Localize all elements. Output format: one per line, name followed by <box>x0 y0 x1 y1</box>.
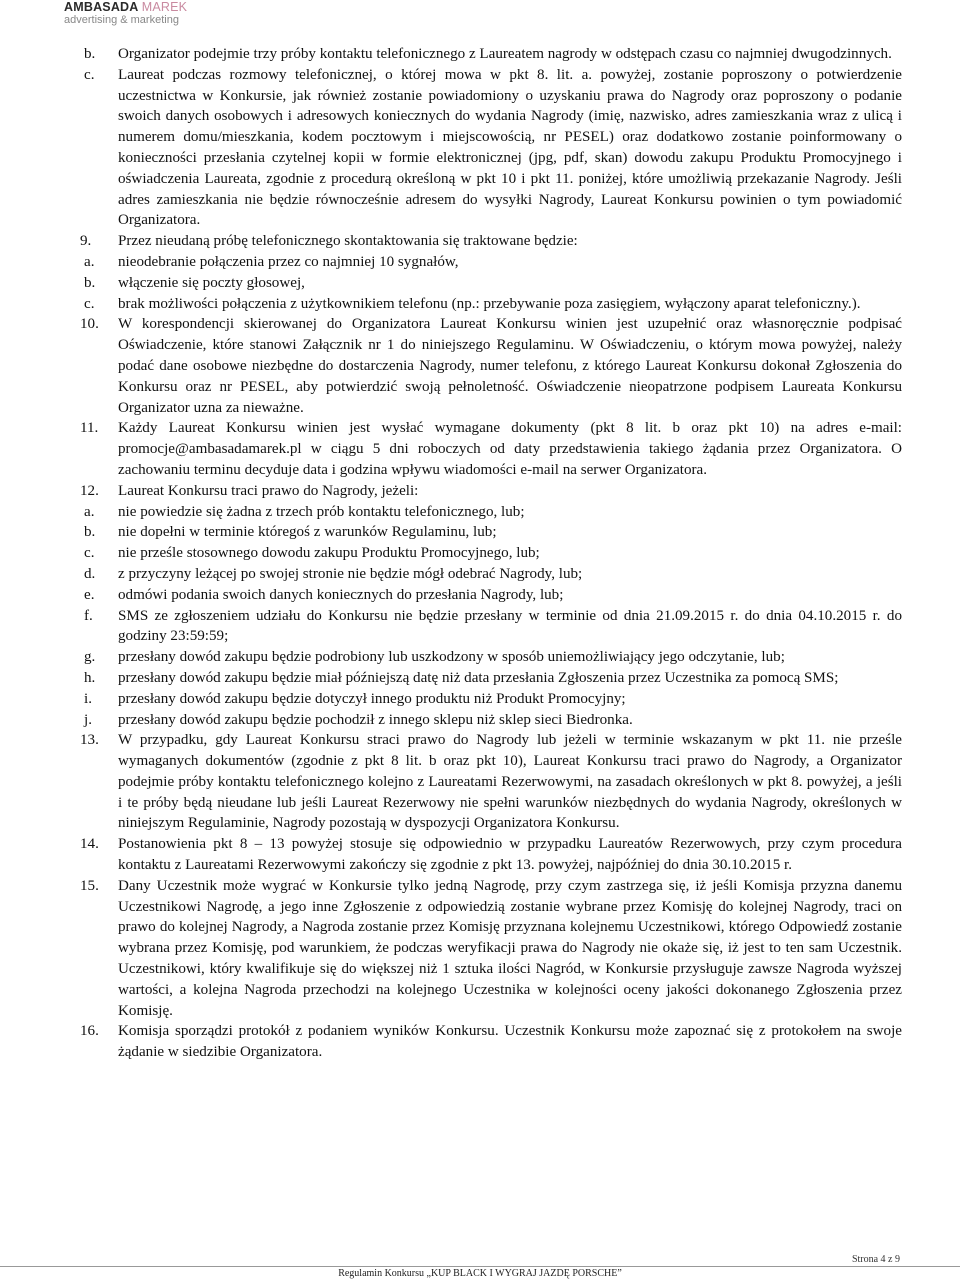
list-subitem <box>80 585 902 606</box>
item-label: a. <box>84 503 95 520</box>
item-text: przesłany dowód zakupu będzie pochodził z innego sklepu niż sklep sieci Biedronka. <box>118 711 633 728</box>
item-text: Przez nieudaną próbę telefonicznego skontaktowania się traktowane będzie: <box>118 233 578 250</box>
logo-wordmark <box>64 0 188 14</box>
item-text: włączenie się poczty głosowej, <box>118 274 305 291</box>
item-text: przesłany dowód zakupu będzie dotyczył innego produktu niż Produkt Promocyjny; <box>118 690 626 707</box>
item-label: b. <box>84 46 96 62</box>
list-item <box>80 834 902 876</box>
item-label: 16. <box>80 1023 99 1040</box>
document-body <box>80 44 902 1063</box>
item-label: b. <box>84 524 96 541</box>
list-subitem <box>80 668 902 689</box>
item-text: Organizator podejmie trzy próby kontaktu telefonicznego z Laureatem nagrody w odstępach czasu co najmniej dwugodzinnych. <box>118 46 892 62</box>
page-number: Strona 4 z 9 <box>851 1254 900 1265</box>
logo-brand: AMBASADA <box>64 0 139 14</box>
item-label: a. <box>84 253 95 270</box>
list-subitem <box>80 502 902 523</box>
list-subitem <box>80 65 902 231</box>
item-text: z przyczyny leżącej po swojej stronie nie będzie mógł odebrać Nagrody, lub; <box>118 565 583 582</box>
item-text: Laureat Konkursu traci prawo do Nagrody, jeżeli: <box>118 482 419 499</box>
item-text: nie powiedzie się żadna z trzech prób kontaktu telefonicznego, lub; <box>118 503 525 520</box>
list-item <box>80 418 902 480</box>
item-label: j. <box>84 711 92 728</box>
logo-brand-accent: MAREK <box>141 0 188 14</box>
logo-tagline: advertising & marketing <box>64 14 179 26</box>
list-subitem <box>80 647 902 668</box>
item-label: 10. <box>80 316 99 333</box>
item-text: Laureat podczas rozmowy telefonicznej, o której mowa w pkt 8. lit. a. powyżej, zostanie poproszony o potwierdzenie uczestnictwa w Konkursie, jak również zostanie powiadomiony o uzyskaniu prawa do Nagrody oraz poproszony o podanie swoich danych osobowych i adresowych koniecznych do wydania Nagrody (imię, nazwisko, adres zamieszkania wraz z ulicą i numerem domu/mieszkania, kodem pocztowym i miejscowością, nr PESEL) oraz dodatkowo zostanie poinformowany o konieczności przesłania czytelnej kopii w formie elektronicznej (jpg, pdf, skan) dowodu zakupu Produktu Promocyjnego i oświadczenia Laureata, zgodnie z procedurą określoną w pkt 10 i pkt 11. poniżej, które umożliwią przekazanie Nagrody. Jeśli adres zamieszkania nie będzie równocześnie adresem do wysyłki Nagrody, Laureat Konkursu powinien o tym powiadomić Organizatora. <box>118 66 902 229</box>
item-text: nie prześle stosownego dowodu zakupu Produktu Promocyjnego, lub; <box>118 545 540 562</box>
item-label: c. <box>84 295 95 312</box>
item-label: 11. <box>80 420 99 437</box>
footer-document-title: Regulamin Konkursu „KUP BLACK I WYGRAJ JAZDĘ PORSCHE” <box>338 1268 622 1279</box>
list-subitem <box>80 710 902 731</box>
list-subitem <box>80 273 902 294</box>
item-text: nieodebranie połączenia przez co najmniej 10 sygnałów, <box>118 253 459 270</box>
item-label: i. <box>84 690 92 707</box>
item-text: Postanowienia pkt 8 – 13 powyżej stosuje się odpowiednio w przypadku Laureatów Rezerwowych, przy czym procedura kontaktu z Laureatami Rezerwowymi zakończy się zgodnie z pkt 13. powyżej, najpóźniej do dnia 30.10.2015 r. <box>118 836 902 874</box>
item-label: e. <box>84 586 95 603</box>
list-subitem <box>80 522 902 543</box>
list-subitem <box>80 543 902 564</box>
item-text: przesłany dowód zakupu będzie miał późniejszą datę niż data przesłania Zgłoszenia przez Uczestnika za pomocą SMS; <box>118 669 839 686</box>
list-item <box>80 876 902 1022</box>
item-text: nie dopełni w terminie któregoś z warunków Regulaminu, lub; <box>118 524 497 541</box>
item-text: Każdy Laureat Konkursu winien jest wysłać wymagane dokumenty (pkt 8 lit. b oraz pkt 10) na adres e-mail: promocje@ambasadamarek.pl w ciągu 5 dni roboczych od daty przedstawienia takiego żądania przez Organizatora. O zachowaniu terminu decyduje data i godzina wpływu wiadomości e-mail na serwer Organizatora. <box>118 420 902 478</box>
item-label: 9. <box>80 233 92 250</box>
item-text: odmówi podania swoich danych koniecznych do przesłania Nagrody, lub; <box>118 586 564 603</box>
list-item <box>80 730 902 834</box>
list-subitem <box>80 564 902 585</box>
list-subitem <box>80 606 902 648</box>
list-item <box>80 1021 902 1063</box>
item-text: Dany Uczestnik może wygrać w Konkursie tylko jedną Nagrodę, przy czym zastrzega się, iż jeśli Komisja przyzna danemu Uczestnikowi Nagrodę, a jego inne Zgłoszenie z odpowiedzią zostanie wybrane przez Komisję do kolejnej Nagrody, traci on prawo do kolejnej Nagrody, a Nagroda zostanie przez Komisję przyznana kolejnemu Uczestnikowi, którego Odpowiedź zostanie wybrana przez Komisję, pod warunkiem, że podczas weryfikacji prawa do Nagrody nie okaże się, iż jest to ten sam Uczestnik. Uczestnikowi, który kwalifikuje się do większej niż 1 sztuka ilości Nagród, w Konkursie przysługuje zawsze Nagroda wyższej wartości, a kolejna Nagroda przechodzi na kolejnego Uczestnika w kolejności oceny jakości dokonanego Zgłoszenia przez Komisję. <box>118 877 902 1019</box>
item-label: 15. <box>80 877 99 894</box>
item-label: g. <box>84 649 96 666</box>
item-text: SMS ze zgłoszeniem udziału do Konkursu nie będzie przesłany w terminie od dnia 21.09.2015 r. do dnia 04.10.2015 r. do godziny 23:59:59; <box>118 607 902 645</box>
item-text: Komisja sporządzi protokół z podaniem wyników Konkursu. Uczestnik Konkursu może zapoznać się z protokołem na swoje żądanie w siedzibie Organizatora. <box>118 1023 902 1061</box>
item-label: c. <box>84 66 95 83</box>
item-text: brak możliwości połączenia z użytkownikiem telefonu (np.: przebywanie poza zasięgiem, wyłączony aparat telefoniczny.). <box>118 295 861 312</box>
list-item <box>80 314 902 418</box>
item-label: f. <box>84 607 93 624</box>
list-subitem <box>80 689 902 710</box>
item-label: 12. <box>80 482 99 499</box>
item-text: W korespondencji skierowanej do Organizatora Laureat Konkursu winien jest uzupełnić oraz własnoręcznie podpisać Oświadczenie, które stanowi Załącznik nr 1 do niniejszego Regulaminu. W Oświadczeniu, o którym mowa powyżej, należy podać dane osobowe niezbędne do dostarczenia Nagrody, numer telefonu, z którego Laureat Konkursu dokonał Zgłoszenia do Konkursu oraz nr PESEL, aby potwierdzić swoją pełnoletność. Oświadczenie nieopatrzone podpisem Laureata Konkursu Organizator uzna za nieważne. <box>118 316 902 416</box>
item-text: przesłany dowód zakupu będzie podrobiony lub uszkodzony w sposób uniemożliwiający jego odczytanie, lub; <box>118 649 785 666</box>
list-item <box>80 231 902 252</box>
item-label: h. <box>84 669 96 686</box>
item-label: 13. <box>80 732 99 749</box>
item-label: c. <box>84 545 95 562</box>
footer-divider <box>0 1266 960 1267</box>
item-label: b. <box>84 274 96 291</box>
list-subitem <box>80 294 902 315</box>
list-subitem <box>80 252 902 273</box>
item-label: d. <box>84 565 96 582</box>
item-label: 14. <box>80 836 99 853</box>
list-subitem <box>80 44 902 65</box>
company-logo <box>64 0 188 38</box>
list-item <box>80 481 902 502</box>
item-text: W przypadku, gdy Laureat Konkursu straci prawo do Nagrody lub jeżeli w terminie wskazanym w pkt 11. nie prześle wymaganych dokumentów (zgodnie z pkt 8 lit. b oraz pkt 10), Laureat Konkursu traci prawo do Nagrody, a Organizator podejmie próby kontaktu telefonicznego kolejno z Laureatami Rezerwowymi, na zasadach określonych w pkt 8. powyżej, a jeśli i te próby będą nieudane lub jeśli Laureat Rezerwowy nie spełni warunków niezbędnych do wydania Nagrody, określonych w niniejszym Regulaminie, Nagrody pozostają w dyspozycji Organizatora Konkursu. <box>118 732 902 832</box>
